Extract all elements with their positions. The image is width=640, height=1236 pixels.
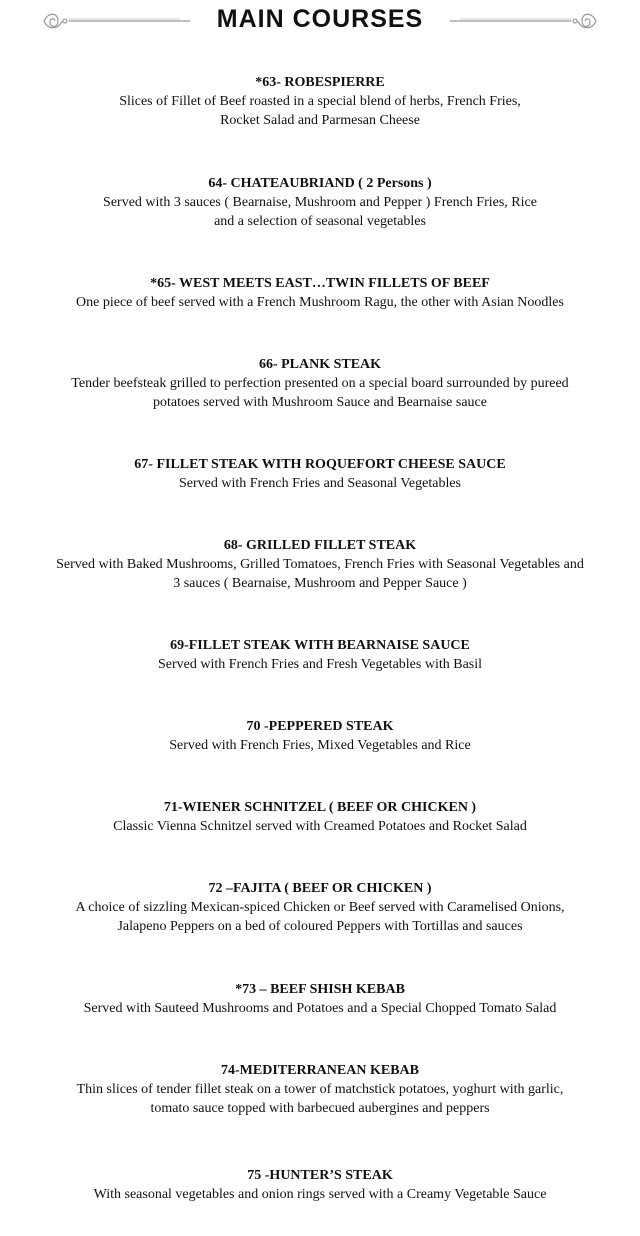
menu-item xyxy=(0,174,640,231)
menu-item-description: Served with French Fries and Fresh Vegetables with Basil xyxy=(157,657,483,672)
menu-item-description: Served with Sauteed Mushrooms and Potatoes and a Special Chopped Tomato Salad xyxy=(83,1001,557,1016)
menu-item-description: Tender beefsteak grilled to perfection presented on a special board surrounded by pureed xyxy=(71,376,569,391)
menu-item-description: potatoes served with Mushroom Sauce and Bearnaise sauce xyxy=(153,395,487,410)
menu-item xyxy=(0,879,640,936)
menu-item-title: *73 – BEEF SHISH KEBAB xyxy=(235,982,405,997)
menu-item-title: 74-MEDITERRANEAN KEBAB xyxy=(221,1063,419,1078)
menu-item-description: Rocket Salad and Parmesan Cheese xyxy=(220,113,420,128)
menu-item-description: A choice of sizzling Mexican-spiced Chicken or Beef served with Caramelised Onions, xyxy=(75,900,565,915)
right-flourish-icon xyxy=(450,8,600,34)
menu-item xyxy=(0,274,640,312)
menu-item-title: 68- GRILLED FILLET STEAK xyxy=(223,538,417,553)
menu-item-description: tomato sauce topped with barbecued aubergines and peppers xyxy=(150,1101,490,1116)
menu-item-title: *65- WEST MEETS EAST…TWIN FILLETS OF BEEF xyxy=(150,276,490,291)
menu-item xyxy=(0,717,640,755)
menu-item-description: Thin slices of tender fillet steak on a tower of matchstick potatoes, yoghurt with garlic, xyxy=(76,1082,564,1097)
menu-item-title: 71-WIENER SCHNITZEL ( BEEF OR CHICKEN ) xyxy=(163,800,477,815)
menu-item-title: 64- CHATEAUBRIAND ( 2 Persons ) xyxy=(208,176,432,191)
menu-item-description: Slices of Fillet of Beef roasted in a special blend of herbs, French Fries, xyxy=(119,94,521,109)
menu-item xyxy=(0,980,640,1018)
menu-item-description: and a selection of seasonal vegetables xyxy=(214,214,426,229)
menu-item-description: With seasonal vegetables and onion rings served with a Creamy Vegetable Sauce xyxy=(93,1187,547,1202)
menu-item-title: 69-FILLET STEAK WITH BEARNAISE SAUCE xyxy=(170,638,470,653)
menu-item xyxy=(0,355,640,412)
menu-item-description: Classic Vienna Schnitzel served with Creamed Potatoes and Rocket Salad xyxy=(113,819,527,834)
menu-item xyxy=(0,455,640,493)
menu-item-description: One piece of beef served with a French Mushroom Ragu, the other with Asian Noodles xyxy=(76,295,564,310)
menu-item-description: 3 sauces ( Bearnaise, Mushroom and Pepper Sauce ) xyxy=(173,576,467,591)
menu-item-title: 75 -HUNTER’S STEAK xyxy=(247,1168,393,1183)
menu-item-description: Jalapeno Peppers on a bed of coloured Peppers with Tortillas and sauces xyxy=(117,919,523,934)
menu-item-title: 66- PLANK STEAK xyxy=(258,357,382,372)
menu-item-description: Served with French Fries and Seasonal Vegetables xyxy=(178,476,461,491)
menu-item xyxy=(0,1061,640,1118)
menu-item xyxy=(0,73,640,130)
menu-item-title: *63- ROBESPIERRE xyxy=(255,75,385,90)
menu-item xyxy=(0,536,640,593)
menu-item xyxy=(0,1166,640,1204)
menu-item-description: Served with French Fries, Mixed Vegetables and Rice xyxy=(169,738,471,753)
menu-header xyxy=(0,0,640,44)
menu-item xyxy=(0,636,640,674)
menu-item-title: 67- FILLET STEAK WITH ROQUEFORT CHEESE SAUCE xyxy=(134,457,506,472)
menu-item-title: 72 –FAJITA ( BEEF OR CHICKEN ) xyxy=(208,881,432,896)
menu-item-description: Served with Baked Mushrooms, Grilled Tomatoes, French Fries with Seasonal Vegetables and xyxy=(56,557,584,572)
menu-item xyxy=(0,798,640,836)
menu-item-description: Served with 3 sauces ( Bearnaise, Mushroom and Pepper ) French Fries, Rice xyxy=(103,195,537,210)
menu-item-title: 70 -PEPPERED STEAK xyxy=(246,719,394,734)
page-title: MAIN COURSES xyxy=(216,5,424,33)
